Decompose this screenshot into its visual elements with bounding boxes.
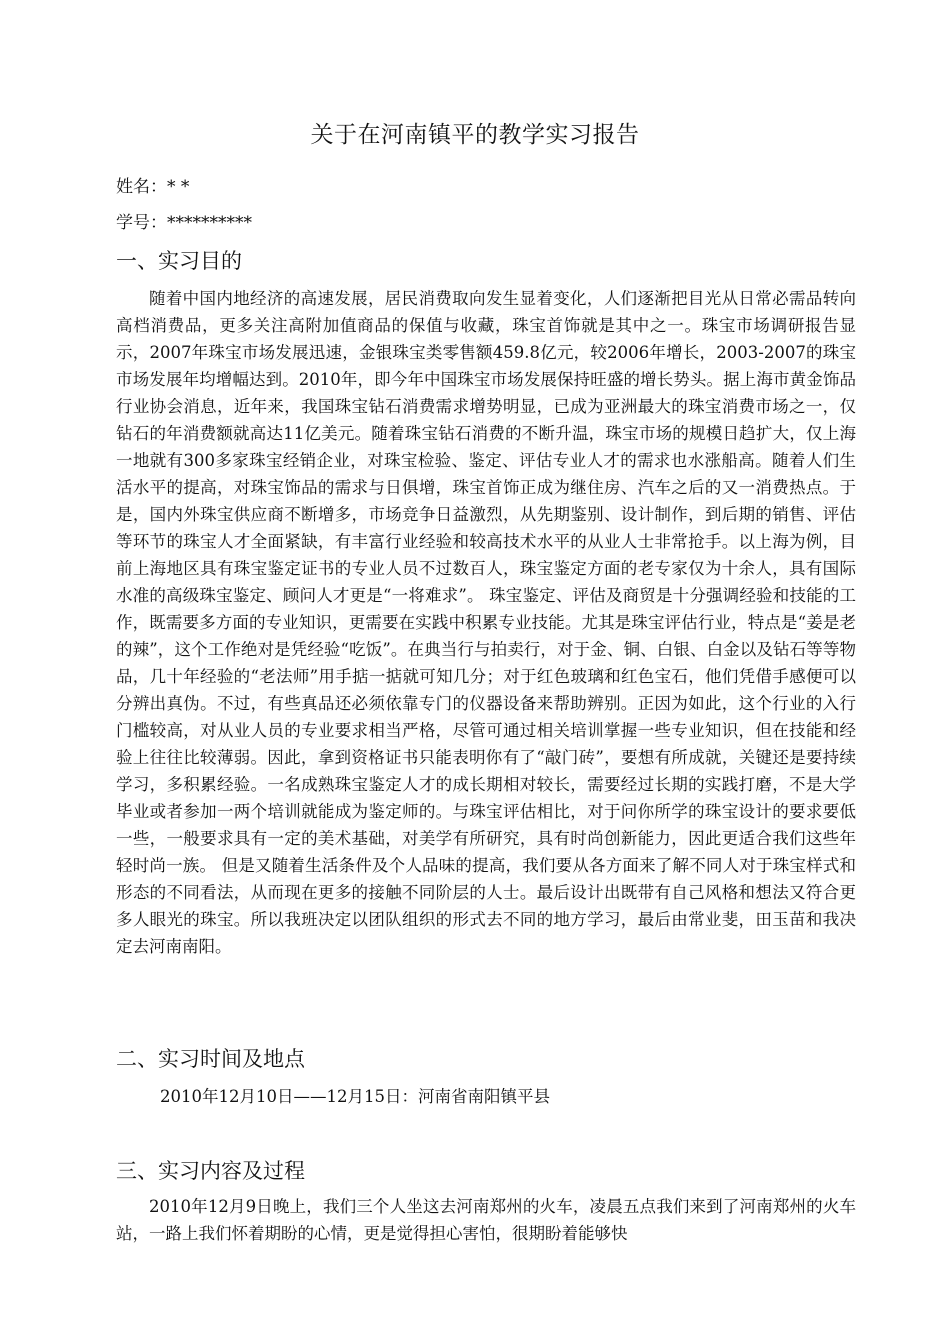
section-heading-content: 三、实习内容及过程	[116, 1159, 305, 1183]
student-name-line: 姓名：* *	[116, 177, 190, 197]
section-body-content: 2010年12月9日晚上，我们三个人坐这去河南郑州的火车，凌晨五点我们来到了河南郑州的火车站，一路上我们怀着期盼的心情，更是觉得担心害怕，很期盼着能够快	[116, 1197, 856, 1243]
section-body-purpose: 随着中国内地经济的高速发展，居民消费取向发生显着变化，人们逐渐把目光从日常必需品转向高档消费品，更多关注高附加值商品的保值与收藏，珠宝首饰就是其中之一。珠宝市场调研报告显示，2007年珠宝市场发展迅速，金银珠宝类零售额459.8亿元，较2006年增长，2003-2007的珠宝市场发展年均增幅达到。2010年，即今年中国珠宝市场发展保持旺盛的增长势头。据上海市黄金饰品行业协会消息，近年来，我国珠宝钻石消费需求增势明显，已成为亚洲最大的珠宝消费市场之一，仅钻石的年消费额就高达11亿美元。随着珠宝钻石消费的不断升温，珠宝市场的规模日趋扩大，仅上海一地就有300多家珠宝经销企业，对珠宝检验、鉴定、评估专业人才的需求也水涨船高。随着人们生活水平的提高，对珠宝饰品的需求与日俱增，珠宝首饰正成为继住房、汽车之后的又一消费热点。于是，国内外珠宝供应商不断增多，市场竞争日益激烈，从先期鉴别、设计制作，到后期的销售、评估等环节的珠宝人才全面紧缺，有丰富行业经验和较高技术水平的从业人士非常抢手。以上海为例，目前上海地区具有珠宝鉴定证书的专业人员不过数百人，珠宝鉴定方面的老专家仅为十余人，具有国际水准的高级珠宝鉴定、顾问人才更是“一将难求”。 珠宝鉴定、评估及商贸是十分强调经验和技能的工作，既需要多方面的专业知识，更需要在实践中积累专业技能。尤其是珠宝评估行业，特点是“姜是老的辣”，这个工作绝对是凭经验“吃饭”。在典当行与拍卖行，对于金、铜、白银、白金以及钻石等等物品，几十年经验的“老法师”用手掂一掂就可知几分；对于红色玻璃和红色宝石，他们凭借手感便可以分辨出真伪。不过，有些真品还必须依靠专门的仪器设备来帮助辨别。正因为如此，这个行业的入行门槛较高，对从业人员的专业要求相当严格，尽管可通过相关培训掌握一些专业知识，但在技能和经验上往往比较薄弱。因此，拿到资格证书只能表明你有了“敲门砖”，要想有所成就，关键还是要持续学习，多积累经验。一名成熟珠宝鉴定人才的成长期相对较长，需要经过长期的实践打磨，不是大学毕业或者参加一两个培训就能成为鉴定师的。与珠宝评估相比，对于问你所学的珠宝设计的要求要低一些，一般要求具有一定的美术基础，对美学有所研究，具有时尚创新能力，因此更适合我们这些年轻时尚一族。 但是又随着生活条件及个人品味的提高，我们要从各方面来了解不同人对于珠宝样式和形态的不同看法，从而现在更多的接触不同阶层的人士。最后设计出既带有自己风格和想法又符合更多人眼光的珠宝。所以我班决定以团队组织的形式去不同的地方学习，最后由常业斐，田玉苗和我决定去河南南阳。	[116, 289, 856, 956]
document-title: 关于在河南镇平的教学实习报告	[310, 122, 640, 148]
section-heading-purpose: 一、实习目的	[116, 249, 242, 273]
section-body-time-place: 2010年12月10日——12月15日：河南省南阳镇平县	[160, 1087, 550, 1106]
student-id-line: 学号：**********	[116, 213, 252, 233]
section-heading-time-place: 二、实习时间及地点	[116, 1047, 305, 1071]
